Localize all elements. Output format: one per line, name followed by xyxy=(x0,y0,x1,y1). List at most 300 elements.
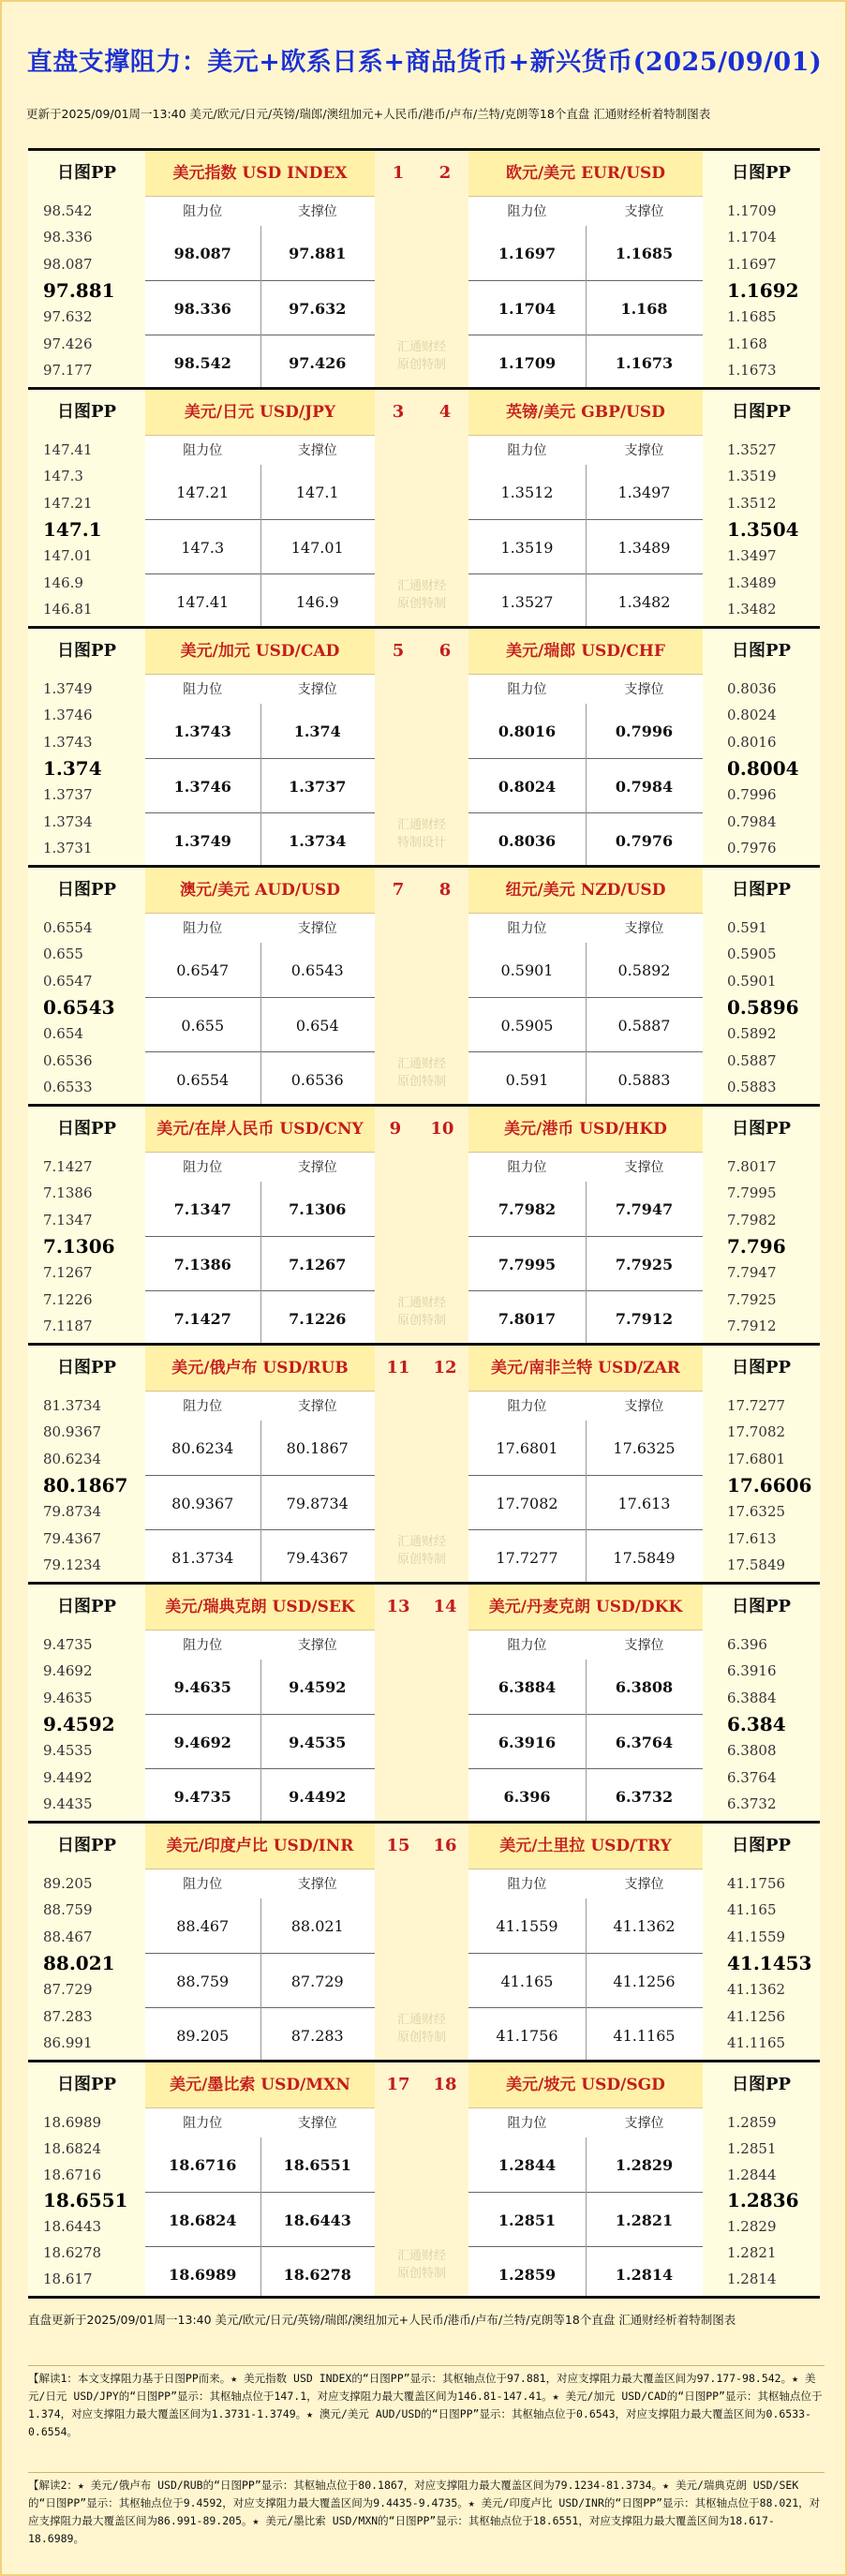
resistance-value: 6.396 xyxy=(503,1787,551,1806)
support-header: 支撑位 xyxy=(297,1877,337,1892)
resistance-value: 1.3512 xyxy=(500,483,554,501)
level-row xyxy=(468,812,703,868)
watermark-line: 特制设计 xyxy=(396,836,446,850)
pp-pivot-value: 1.3504 xyxy=(727,517,799,541)
support-value: 0.6536 xyxy=(290,1070,344,1089)
pp-values xyxy=(28,913,145,1104)
resistance-header: 阻力位 xyxy=(183,1877,223,1892)
level-row xyxy=(468,465,703,519)
pp-header: 日图PP xyxy=(56,402,117,422)
pp-header: 日图PP xyxy=(731,402,792,422)
watermark-line: 原创特制 xyxy=(396,358,446,372)
support-value: 1.1685 xyxy=(615,244,674,262)
watermark-line: 汇通财经 xyxy=(396,2249,446,2263)
pair-center xyxy=(375,151,468,387)
resistance-value: 7.8017 xyxy=(498,1309,557,1328)
pp-value: 1.168 xyxy=(727,335,767,352)
level-rows xyxy=(468,226,703,387)
pair-block xyxy=(28,626,820,865)
support-value: 0.7984 xyxy=(615,777,674,796)
support-value: 97.426 xyxy=(289,353,347,372)
resistance-value: 147.3 xyxy=(181,538,225,557)
pp-column-right xyxy=(701,151,820,387)
support-value: 41.1165 xyxy=(613,2026,676,2045)
pp-value: 6.3808 xyxy=(727,1742,777,1760)
support-value: 0.7996 xyxy=(615,722,674,740)
resistance-value: 18.6989 xyxy=(169,2265,237,2284)
support-value: 97.881 xyxy=(289,244,347,262)
pp-value: 86.991 xyxy=(43,2033,93,2051)
pp-value: 0.655 xyxy=(43,946,83,963)
pp-value: 6.3884 xyxy=(727,1689,777,1706)
support-value: 80.1867 xyxy=(286,1438,349,1457)
resistance-value: 41.165 xyxy=(500,1972,554,1990)
level-row xyxy=(468,1421,703,1475)
resistance-header: 阻力位 xyxy=(183,1160,223,1175)
watermark xyxy=(375,1055,468,1091)
pp-value: 6.3916 xyxy=(727,1662,777,1680)
pp-value: 1.2829 xyxy=(727,2218,777,2236)
pp-value: 1.3497 xyxy=(727,547,777,565)
pp-pivot-value: 88.021 xyxy=(43,1951,115,1974)
support-header: 支撑位 xyxy=(297,921,337,936)
pp-value: 97.632 xyxy=(43,308,93,326)
level-rows xyxy=(145,1182,375,1343)
watermark-line: 原创特制 xyxy=(396,1553,446,1567)
resistance-header: 阻力位 xyxy=(183,1638,223,1653)
pair-table-left xyxy=(145,2062,375,2296)
support-value: 17.613 xyxy=(617,1494,671,1512)
pp-value: 1.2814 xyxy=(727,2270,777,2287)
pair-name: 英镑/美元 GBP/USD xyxy=(468,390,703,436)
support-value: 18.6443 xyxy=(283,2211,351,2229)
pp-value: 98.087 xyxy=(43,255,93,273)
pair-block xyxy=(28,387,820,626)
level-rows xyxy=(468,1182,703,1343)
resistance-value: 0.591 xyxy=(505,1070,549,1089)
pp-pivot-value: 0.6543 xyxy=(43,995,115,1019)
pair-number-left: 9 xyxy=(389,1119,402,1139)
pp-value: 80.9367 xyxy=(43,1423,102,1441)
pp-column-right xyxy=(701,1107,820,1343)
pair-block xyxy=(28,1343,820,1582)
page-title: 直盘支撑阻力：美元+欧系日系+商品货币+新兴货币(2025/09/01) xyxy=(26,47,823,77)
pp-pivot-value: 9.4592 xyxy=(43,1712,115,1735)
pp-column-left xyxy=(28,1824,147,2060)
column-header-row xyxy=(468,914,703,945)
resistance-header: 阻力位 xyxy=(507,1638,547,1653)
pp-value: 1.3734 xyxy=(43,812,93,830)
pp-value: 41.1362 xyxy=(727,1981,786,1999)
pair-name: 美元/南非兰特 USD/ZAR xyxy=(468,1346,703,1392)
pair-table-left xyxy=(145,629,375,865)
pp-pivot-value: 6.384 xyxy=(727,1712,786,1735)
support-value: 0.6543 xyxy=(290,960,344,979)
support-header: 支撑位 xyxy=(297,204,337,219)
resistance-value: 9.4692 xyxy=(173,1733,231,1751)
support-value: 147.1 xyxy=(295,483,339,501)
pp-value: 98.336 xyxy=(43,229,93,246)
level-row xyxy=(145,1953,375,2008)
pp-values xyxy=(28,1391,145,1582)
pp-value: 0.8036 xyxy=(727,680,777,698)
level-row xyxy=(145,943,375,997)
pair-number-left: 7 xyxy=(392,880,405,900)
watermark xyxy=(375,2247,468,2283)
pp-column-left xyxy=(28,2062,147,2296)
pair-number-left: 13 xyxy=(386,1597,410,1616)
resistance-value: 147.21 xyxy=(176,483,230,501)
resistance-value: 7.7995 xyxy=(498,1255,557,1273)
pp-value: 87.283 xyxy=(43,2007,93,2025)
support-value: 41.1362 xyxy=(613,1916,676,1935)
pair-table-left xyxy=(145,151,375,387)
level-rows xyxy=(468,1898,703,2060)
pp-header: 日图PP xyxy=(56,1597,117,1616)
pp-value: 18.617 xyxy=(43,2270,93,2287)
watermark-line: 汇通财经 xyxy=(396,579,446,593)
level-rows xyxy=(145,1660,375,1821)
resistance-value: 1.3527 xyxy=(500,592,554,611)
level-rows xyxy=(468,465,703,626)
pair-numbers xyxy=(375,1585,468,1630)
pair-table-left xyxy=(145,868,375,1104)
pp-pivot-value: 1.1692 xyxy=(727,278,799,302)
level-row xyxy=(145,226,375,280)
level-row xyxy=(468,758,703,813)
resistance-header: 阻力位 xyxy=(507,204,547,219)
pp-value: 1.3512 xyxy=(727,494,777,512)
column-header-row xyxy=(468,2108,703,2139)
pair-name: 美元/瑞郎 USD/CHF xyxy=(468,629,703,675)
pp-value: 79.4367 xyxy=(43,1529,102,1547)
pp-column-right xyxy=(701,1346,820,1582)
pair-number-left: 1 xyxy=(392,163,405,183)
column-header-row xyxy=(468,1869,703,1900)
support-value: 1.374 xyxy=(293,722,341,740)
pp-header: 日图PP xyxy=(731,641,792,661)
resistance-value: 0.6554 xyxy=(176,1070,230,1089)
pp-pivot-value: 1.2836 xyxy=(727,2189,799,2212)
level-row xyxy=(145,2137,375,2192)
level-row xyxy=(468,704,703,758)
pp-value: 89.205 xyxy=(43,1875,93,1893)
level-row xyxy=(145,280,375,335)
pp-column-left xyxy=(28,151,147,387)
support-value: 1.2829 xyxy=(615,2155,674,2174)
pair-number-right: 8 xyxy=(438,880,452,900)
watermark-line: 汇通财经 xyxy=(396,340,446,354)
resistance-value: 1.2851 xyxy=(498,2211,557,2229)
pp-column-left xyxy=(28,1585,147,1821)
pp-header: 日图PP xyxy=(731,2075,792,2094)
pp-value: 0.5901 xyxy=(727,972,777,990)
pp-value: 7.8017 xyxy=(727,1158,777,1176)
pp-values xyxy=(28,435,145,626)
resistance-value: 6.3916 xyxy=(498,1733,557,1751)
watermark-line: 原创特制 xyxy=(396,2031,446,2045)
pp-value: 0.8016 xyxy=(727,733,777,751)
resistance-value: 1.2859 xyxy=(498,2265,557,2284)
pair-block xyxy=(28,1821,820,2060)
pp-column-right xyxy=(701,629,820,865)
pp-column-right xyxy=(701,1824,820,2060)
watermark-line: 汇通财经 xyxy=(396,1535,446,1549)
watermark-line: 原创特制 xyxy=(396,597,446,611)
level-row xyxy=(145,704,375,758)
resistance-value: 0.5905 xyxy=(500,1016,554,1035)
pp-value: 1.2859 xyxy=(727,2113,777,2131)
pp-pivot-value: 0.8004 xyxy=(727,756,799,780)
support-value: 6.3732 xyxy=(615,1787,674,1806)
resistance-value: 18.6824 xyxy=(169,2211,237,2229)
pp-pivot-value: 18.6551 xyxy=(43,2189,128,2212)
support-header: 支撑位 xyxy=(297,443,337,458)
pp-value: 18.6989 xyxy=(43,2113,102,2131)
pair-numbers xyxy=(375,2062,468,2107)
pp-values xyxy=(28,196,145,387)
level-row xyxy=(145,1768,375,1824)
watermark xyxy=(375,1294,468,1330)
pp-column-right xyxy=(701,868,820,1104)
pp-value: 7.1226 xyxy=(43,1290,93,1308)
pp-value: 18.6824 xyxy=(43,2139,102,2157)
pp-value: 147.21 xyxy=(43,494,93,512)
pp-value: 9.4635 xyxy=(43,1689,93,1706)
support-value: 0.654 xyxy=(295,1016,339,1035)
support-value: 1.2821 xyxy=(615,2211,674,2229)
support-header: 支撑位 xyxy=(297,1399,337,1414)
pp-header: 日图PP xyxy=(731,1836,792,1855)
support-value: 7.1267 xyxy=(289,1255,347,1273)
pp-value: 98.542 xyxy=(43,202,93,220)
note-1: 【解读1：本文支撑阻力基于日图PP而来。★ 美元指数 USD INDEX的“日图PP”显示：其枢轴点位于97.881，对应支撑阻力最大覆盖区间为97.177-98.542。★ 美元/日元 USD/JPY的“日图PP”显示：其枢轴点位于147.1，对应支撑阻力最大覆盖区间为146.81-147.41。★ 美元/加元 USD/CAD的“日图PP”显示：其枢轴点位于1.374，对应支撑阻力最大覆盖区间为1.3731-1.3749。★ 澳元/美元 AUD/USD的“日图PP”显示：其枢轴点位于0.6543，对应支撑阻力最大覆盖区间为0.6533-0.6554。 xyxy=(28,2365,825,2441)
pp-value: 41.1256 xyxy=(727,2007,786,2025)
pair-block xyxy=(28,1582,820,1821)
column-header-row xyxy=(468,1392,703,1422)
pair-number-left: 5 xyxy=(392,641,405,661)
level-row xyxy=(145,1290,375,1346)
support-value: 1.3497 xyxy=(617,483,671,501)
pp-header: 日图PP xyxy=(731,880,792,900)
resistance-header: 阻力位 xyxy=(507,1877,547,1892)
level-rows xyxy=(468,2137,703,2296)
level-row xyxy=(468,1475,703,1530)
pp-value: 1.3746 xyxy=(43,707,93,724)
pair-name: 美元/日元 USD/JPY xyxy=(145,390,375,436)
support-value: 1.168 xyxy=(620,299,668,318)
column-header-row xyxy=(145,2108,375,2139)
pair-number-right: 6 xyxy=(438,641,452,661)
resistance-header: 阻力位 xyxy=(183,2116,223,2131)
pair-center xyxy=(375,1346,468,1582)
pair-center xyxy=(375,2062,468,2296)
pp-value: 147.3 xyxy=(43,468,83,485)
column-header-row xyxy=(468,1153,703,1184)
level-row xyxy=(468,280,703,335)
pair-numbers xyxy=(375,151,468,196)
support-value: 1.2814 xyxy=(615,2265,674,2284)
column-header-row xyxy=(145,436,375,467)
pp-value: 1.3482 xyxy=(727,600,777,618)
pair-table-right xyxy=(468,1107,703,1343)
pp-pivot-value: 0.5896 xyxy=(727,995,799,1019)
resistance-header: 阻力位 xyxy=(507,1399,547,1414)
level-rows xyxy=(468,704,703,865)
pp-values xyxy=(703,1630,820,1821)
level-row xyxy=(468,2007,703,2062)
resistance-value: 81.3734 xyxy=(171,1548,234,1567)
resistance-value: 41.1756 xyxy=(496,2026,558,2045)
support-value: 1.3734 xyxy=(289,831,347,850)
resistance-value: 17.7082 xyxy=(496,1494,558,1512)
pair-table-right xyxy=(468,629,703,865)
level-row xyxy=(468,1529,703,1585)
pp-header: 日图PP xyxy=(56,2075,117,2094)
pp-header: 日图PP xyxy=(56,1358,117,1377)
pair-numbers xyxy=(375,1824,468,1869)
pp-values xyxy=(28,1152,145,1343)
pp-value: 17.6801 xyxy=(727,1450,786,1467)
resistance-header: 阻力位 xyxy=(507,921,547,936)
pair-number-left: 3 xyxy=(392,402,405,422)
level-row xyxy=(145,997,375,1052)
column-header-row xyxy=(468,197,703,228)
support-value: 6.3764 xyxy=(615,1733,674,1751)
level-row xyxy=(145,1898,375,1953)
pp-values xyxy=(28,1630,145,1821)
pair-block xyxy=(28,2060,820,2299)
pair-table-left xyxy=(145,1585,375,1821)
resistance-header: 阻力位 xyxy=(183,1399,223,1414)
resistance-header: 阻力位 xyxy=(507,1160,547,1175)
pp-pivot-value: 41.1453 xyxy=(727,1951,812,1974)
pair-table-right xyxy=(468,1585,703,1821)
pp-value: 147.01 xyxy=(43,547,93,565)
resistance-value: 1.2844 xyxy=(498,2155,557,2174)
pp-header: 日图PP xyxy=(731,1597,792,1616)
pair-number-left: 17 xyxy=(386,2075,410,2094)
pp-value: 0.7984 xyxy=(727,812,777,830)
watermark-line: 汇通财经 xyxy=(396,1296,446,1310)
resistance-value: 1.3749 xyxy=(173,831,231,850)
pp-value: 0.6533 xyxy=(43,1078,93,1095)
level-row xyxy=(468,1660,703,1714)
pp-pivot-value: 7.796 xyxy=(727,1234,786,1258)
level-rows xyxy=(145,2137,375,2296)
level-row xyxy=(145,1051,375,1107)
pp-value: 9.4535 xyxy=(43,1742,93,1760)
level-row xyxy=(468,1898,703,1953)
pp-values xyxy=(703,435,820,626)
pp-value: 7.1267 xyxy=(43,1264,93,1282)
pp-value: 1.3749 xyxy=(43,680,93,698)
pair-number-right: 14 xyxy=(433,1597,457,1616)
resistance-value: 9.4635 xyxy=(173,1677,231,1696)
resistance-header: 阻力位 xyxy=(507,2116,547,2131)
resistance-value: 7.7982 xyxy=(498,1199,557,1218)
pair-table-left xyxy=(145,390,375,626)
pp-value: 1.3737 xyxy=(43,786,93,804)
pp-pivot-value: 17.6606 xyxy=(727,1473,812,1496)
support-value: 17.6325 xyxy=(613,1438,676,1457)
pp-value: 6.3764 xyxy=(727,1768,777,1786)
resistance-value: 0.8016 xyxy=(498,722,557,740)
pp-pivot-value: 80.1867 xyxy=(43,1473,128,1496)
resistance-value: 89.205 xyxy=(176,2026,230,2045)
resistance-value: 88.467 xyxy=(176,1916,230,1935)
pp-values xyxy=(703,2107,820,2296)
pair-center xyxy=(375,1824,468,2060)
pp-value: 17.7082 xyxy=(727,1423,786,1441)
support-header: 支撑位 xyxy=(624,204,664,219)
watermark-line: 汇通财经 xyxy=(396,1057,446,1071)
pp-pivot-value: 1.374 xyxy=(43,756,102,780)
level-row xyxy=(145,335,375,390)
pair-table-right xyxy=(468,390,703,626)
level-row xyxy=(468,1714,703,1769)
resistance-value: 6.3884 xyxy=(498,1677,557,1696)
watermark-line: 汇通财经 xyxy=(396,2013,446,2027)
level-rows xyxy=(145,226,375,387)
pp-column-left xyxy=(28,1346,147,1582)
watermark-line: 原创特制 xyxy=(396,1314,446,1328)
resistance-value: 1.3746 xyxy=(173,777,231,796)
support-header: 支撑位 xyxy=(297,1638,337,1653)
level-row xyxy=(468,2246,703,2301)
pp-value: 88.759 xyxy=(43,1901,93,1919)
pp-value: 7.7925 xyxy=(727,1290,777,1308)
pp-values xyxy=(28,674,145,865)
pp-column-left xyxy=(28,1107,147,1343)
pp-value: 79.1234 xyxy=(43,1556,102,1573)
support-value: 6.3808 xyxy=(615,1677,674,1696)
footer-update: 直盘更新于2025/09/01周一13:40 美元/欧元/日元/英镑/瑞郎/澳纽加元+人民币/港币/卢布/兰特/克朗等18个直盘 汇通财经析着特制图表 xyxy=(28,2313,736,2327)
level-row xyxy=(145,2007,375,2062)
pair-table-left xyxy=(145,1824,375,2060)
pp-value: 0.7996 xyxy=(727,786,777,804)
support-value: 1.3482 xyxy=(617,592,671,611)
level-row xyxy=(145,2246,375,2301)
pair-name: 美元指数 USD INDEX xyxy=(145,151,375,197)
level-row xyxy=(468,2192,703,2247)
level-rows xyxy=(468,943,703,1104)
pair-center xyxy=(375,390,468,626)
resistance-value: 1.3519 xyxy=(500,538,554,557)
pp-value: 7.7912 xyxy=(727,1317,777,1334)
pair-numbers xyxy=(375,390,468,435)
support-value: 7.1306 xyxy=(289,1199,347,1218)
pp-value: 17.5849 xyxy=(727,1556,786,1573)
level-row xyxy=(468,943,703,997)
column-header-row xyxy=(468,1630,703,1661)
column-header-row xyxy=(145,914,375,945)
resistance-value: 98.542 xyxy=(173,353,231,372)
pair-center xyxy=(375,1585,468,1821)
watermark xyxy=(375,1533,468,1569)
level-rows xyxy=(468,1421,703,1582)
pair-number-left: 11 xyxy=(386,1358,410,1377)
column-header-row xyxy=(145,675,375,706)
support-value: 0.7976 xyxy=(615,831,674,850)
support-value: 9.4535 xyxy=(289,1733,347,1751)
pp-value: 0.6554 xyxy=(43,919,93,937)
pp-header: 日图PP xyxy=(731,163,792,183)
pair-table-left xyxy=(145,1107,375,1343)
level-row xyxy=(145,1182,375,1236)
pp-value: 7.1427 xyxy=(43,1158,93,1176)
support-value: 1.1673 xyxy=(615,353,674,372)
